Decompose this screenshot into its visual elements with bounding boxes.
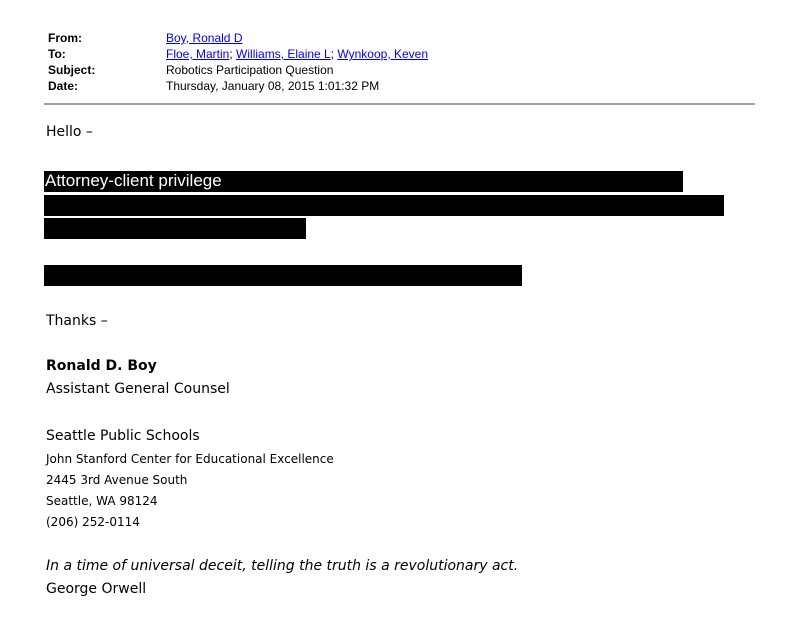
to-recipient-link[interactable]: Floe, Martin <box>166 47 230 61</box>
signature-org: Seattle Public Schools <box>46 428 200 444</box>
signature-title: Assistant General Counsel <box>46 381 230 397</box>
signature-name: Ronald D. Boy <box>46 358 157 374</box>
recipient-separator: ; <box>229 47 237 61</box>
redaction-label: Attorney-client privilege <box>45 171 222 190</box>
redaction-block <box>44 218 306 239</box>
subject-row <box>48 62 428 78</box>
from-label: From: <box>48 31 82 45</box>
from-link[interactable]: Boy, Ronald D <box>166 31 243 45</box>
to-recipient-link[interactable]: Williams, Elaine L <box>236 47 331 61</box>
closing: Thanks – <box>46 313 108 329</box>
subject-label: Subject: <box>48 63 96 77</box>
email-header <box>48 30 428 94</box>
signature-city: Seattle, WA 98124 <box>46 494 158 508</box>
date-row <box>48 78 428 94</box>
quote-author: George Orwell <box>46 581 147 597</box>
date-label: Date: <box>48 79 79 93</box>
signature-quote: In a time of universal deceit, telling the truth is a revolutionary act. <box>46 558 519 574</box>
recipient-separator: ; <box>330 47 338 61</box>
redaction-block <box>44 265 522 286</box>
to-row <box>48 46 428 62</box>
header-divider <box>44 103 755 105</box>
signature-phone: (206) 252-0114 <box>46 515 140 529</box>
to-recipient-link[interactable]: Wynkoop, Keven <box>337 47 429 61</box>
signature-street: 2445 3rd Avenue South <box>46 473 188 487</box>
signature-center: John Stanford Center for Educational Excellence <box>46 452 334 466</box>
subject-value: Robotics Participation Question <box>166 63 334 77</box>
from-row <box>48 30 428 46</box>
greeting: Hello – <box>46 124 93 140</box>
to-label: To: <box>48 47 66 61</box>
date-value: Thursday, January 08, 2015 1:01:32 PM <box>166 79 380 93</box>
redaction-block <box>44 195 724 216</box>
